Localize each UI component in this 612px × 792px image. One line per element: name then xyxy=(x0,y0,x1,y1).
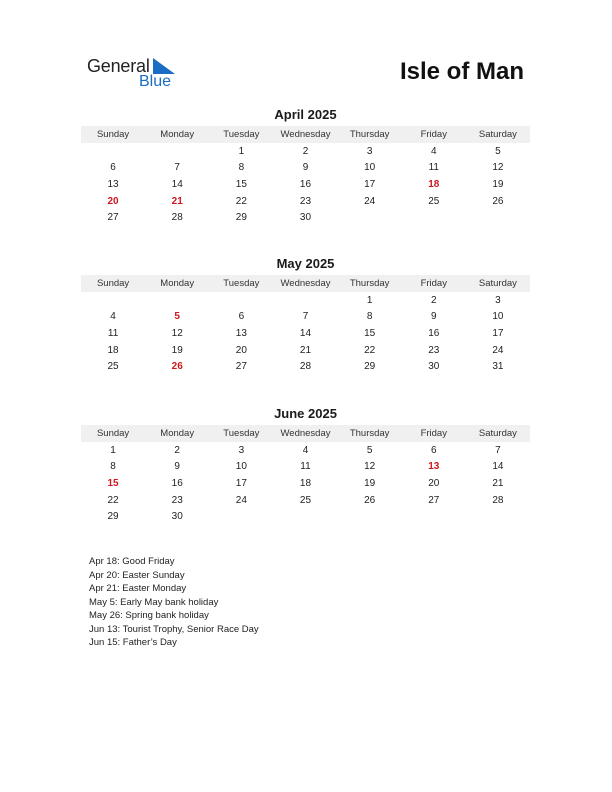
date-cell: 20 xyxy=(235,344,247,356)
weekday-label: Wednesday xyxy=(280,278,331,289)
holiday-date-cell: 18 xyxy=(428,178,440,190)
weekday-label: Monday xyxy=(160,428,195,439)
date-cell: 6 xyxy=(238,311,245,323)
weekday-label: Saturday xyxy=(478,278,517,289)
weekday-label: Thursday xyxy=(349,428,390,439)
date-cell: 8 xyxy=(110,461,116,473)
generalblue-logo xyxy=(87,56,187,92)
date-cell: 12 xyxy=(171,327,183,339)
date-cell: 22 xyxy=(364,344,376,356)
date-cell: 12 xyxy=(364,461,376,473)
logo-text-general: General xyxy=(87,56,150,76)
date-cell: 23 xyxy=(299,195,312,207)
holiday-date-cell: 26 xyxy=(171,361,183,373)
date-cell: 1 xyxy=(366,294,373,306)
weekday-label: Wednesday xyxy=(280,428,331,439)
week-row xyxy=(81,508,530,525)
date-cell: 9 xyxy=(302,162,309,174)
date-cell: 10 xyxy=(492,311,504,323)
holiday-item: Jun 13: Tourist Trophy, Senior Race Day xyxy=(89,623,259,635)
weekday-label: Thursday xyxy=(349,278,390,289)
date-cell: 14 xyxy=(299,327,312,339)
weekday-label: Monday xyxy=(160,278,195,289)
date-cell: 15 xyxy=(235,178,247,190)
holiday-item: Apr 21: Easter Monday xyxy=(89,583,187,594)
date-cell: 16 xyxy=(299,178,312,190)
weekday-label: Wednesday xyxy=(280,129,331,140)
date-cell: 5 xyxy=(495,145,501,157)
date-cell: 7 xyxy=(495,444,501,456)
month-title: April 2025 xyxy=(274,107,337,122)
date-cell: 30 xyxy=(171,511,183,523)
weekday-label: Thursday xyxy=(349,129,390,140)
date-cell: 11 xyxy=(107,327,119,339)
weekday-label: Sunday xyxy=(96,428,130,439)
date-cell: 26 xyxy=(492,195,504,207)
holiday-date-cell: 5 xyxy=(174,311,180,323)
date-cell: 8 xyxy=(366,311,373,323)
date-cell: 27 xyxy=(235,361,247,373)
week-row xyxy=(81,209,530,226)
logo-flag-icon xyxy=(153,58,175,74)
date-cell: 11 xyxy=(428,162,439,174)
weekday-header-row xyxy=(81,425,530,442)
month-june xyxy=(81,406,530,525)
date-cell: 3 xyxy=(366,145,373,157)
week-row xyxy=(81,358,530,375)
week-row xyxy=(81,160,530,177)
date-cell: 9 xyxy=(174,461,180,473)
weekday-label: Saturday xyxy=(478,129,517,140)
week-row xyxy=(81,176,530,193)
date-cell: 4 xyxy=(110,311,116,323)
date-cell: 18 xyxy=(107,344,119,356)
date-cell: 18 xyxy=(299,477,312,489)
week-row xyxy=(81,459,530,476)
weekday-label: Sunday xyxy=(96,278,130,289)
date-cell: 28 xyxy=(492,494,504,506)
date-cell: 17 xyxy=(492,327,504,339)
date-cell: 30 xyxy=(299,212,312,224)
weekday-label: Tuesday xyxy=(223,428,260,439)
date-cell: 30 xyxy=(428,361,440,373)
date-cell: 21 xyxy=(299,344,312,356)
date-cell: 3 xyxy=(495,294,501,306)
date-cell: 13 xyxy=(107,178,119,190)
holiday-date-cell: 13 xyxy=(428,461,440,473)
date-cell: 9 xyxy=(430,311,437,323)
week-row xyxy=(81,143,530,160)
date-cell: 25 xyxy=(428,195,440,207)
date-cell: 10 xyxy=(235,461,247,473)
date-cell: 13 xyxy=(235,327,247,339)
date-cell: 22 xyxy=(235,195,247,207)
date-cell: 2 xyxy=(302,145,309,157)
weekday-label: Friday xyxy=(420,428,447,439)
date-cell: 14 xyxy=(171,178,183,190)
date-cell: 14 xyxy=(492,461,504,473)
date-cell: 2 xyxy=(430,294,437,306)
week-row xyxy=(81,475,530,492)
date-cell: 24 xyxy=(364,195,376,207)
date-cell: 20 xyxy=(428,477,440,489)
date-cell: 7 xyxy=(302,311,309,323)
date-cell: 29 xyxy=(364,361,376,373)
week-row xyxy=(81,193,530,210)
weekday-header-row xyxy=(81,275,530,292)
date-cell: 24 xyxy=(492,344,504,356)
date-cell: 31 xyxy=(492,361,504,373)
date-cell: 27 xyxy=(107,212,119,224)
holiday-list xyxy=(89,555,259,650)
date-cell: 2 xyxy=(174,444,180,456)
date-cell: 28 xyxy=(299,361,312,373)
month-april xyxy=(81,107,530,226)
date-cell: 17 xyxy=(235,477,247,489)
holiday-date-cell: 21 xyxy=(171,195,183,207)
weekday-label: Monday xyxy=(160,129,195,140)
date-cell: 27 xyxy=(428,494,440,506)
date-cell: 21 xyxy=(492,477,504,489)
date-cell: 19 xyxy=(492,178,504,190)
week-row xyxy=(81,309,530,326)
date-cell: 3 xyxy=(238,444,245,456)
country-title: Isle of Man xyxy=(399,58,524,85)
weekday-header-row xyxy=(81,126,530,143)
date-cell: 12 xyxy=(492,162,504,174)
date-cell: 5 xyxy=(366,444,373,456)
holiday-item: May 5: Early May bank holiday xyxy=(89,596,219,608)
date-cell: 22 xyxy=(107,494,119,506)
date-cell: 23 xyxy=(171,494,183,506)
month-title: May 2025 xyxy=(276,256,335,271)
date-cell: 1 xyxy=(238,145,245,157)
holiday-item: May 26: Spring bank holiday xyxy=(89,610,209,621)
logo-text-blue: Blue xyxy=(139,73,172,90)
date-cell: 19 xyxy=(171,344,183,356)
date-cell: 1 xyxy=(110,444,116,456)
week-row xyxy=(81,292,530,309)
holiday-date-cell: 15 xyxy=(107,477,119,489)
week-row xyxy=(81,342,530,359)
weekday-label: Friday xyxy=(420,129,447,140)
date-cell: 28 xyxy=(171,212,183,224)
date-cell: 10 xyxy=(364,162,376,174)
date-cell: 15 xyxy=(364,327,376,339)
date-cell: 24 xyxy=(235,494,247,506)
date-cell: 19 xyxy=(364,477,376,489)
holiday-item: Apr 20: Easter Sunday xyxy=(89,569,185,581)
holiday-date-cell: 20 xyxy=(107,195,119,207)
date-cell: 7 xyxy=(174,162,180,174)
date-cell: 6 xyxy=(110,162,116,174)
date-cell: 11 xyxy=(300,461,311,473)
date-cell: 6 xyxy=(430,444,437,456)
weekday-label: Sunday xyxy=(96,129,130,140)
date-cell: 8 xyxy=(238,162,245,174)
holiday-item: Apr 18: Good Friday xyxy=(89,556,175,567)
date-cell: 29 xyxy=(107,511,119,523)
holiday-item: Jun 15: Father’s Day xyxy=(89,637,177,648)
weekday-label: Tuesday xyxy=(223,278,260,289)
date-cell: 17 xyxy=(364,178,376,190)
date-cell: 26 xyxy=(364,494,376,506)
date-cell: 29 xyxy=(235,212,247,224)
week-row xyxy=(81,492,530,509)
date-cell: 16 xyxy=(171,477,183,489)
date-cell: 4 xyxy=(302,444,309,456)
month-may xyxy=(81,256,530,375)
weekday-label: Saturday xyxy=(478,428,517,439)
week-row xyxy=(81,442,530,459)
weekday-label: Tuesday xyxy=(223,129,260,140)
date-cell: 16 xyxy=(428,327,440,339)
weekday-label: Friday xyxy=(420,278,447,289)
date-cell: 4 xyxy=(430,145,437,157)
date-cell: 25 xyxy=(107,361,119,373)
month-title: June 2025 xyxy=(274,406,337,421)
date-cell: 25 xyxy=(299,494,312,506)
week-row xyxy=(81,325,530,342)
date-cell: 23 xyxy=(428,344,440,356)
